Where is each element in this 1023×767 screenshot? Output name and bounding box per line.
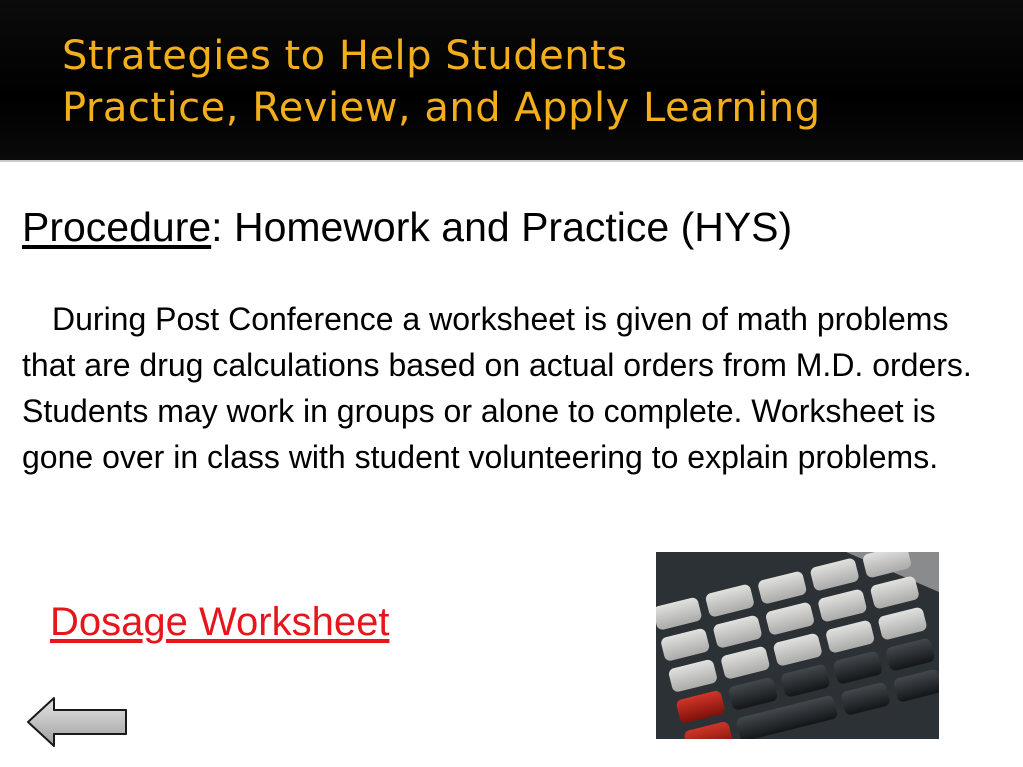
back-arrow-button[interactable] [26, 696, 130, 748]
procedure-description-text: During Post Conference a worksheet is given of math problems that are drug calculations based on actual orders from M.D. orders. Students may work in groups or alone to complete. Worksheet is gone over in class with student volunteering to explain problems. [22, 301, 972, 475]
left-arrow-icon [26, 696, 130, 748]
slide-title-line1: Strategies to Help Students [62, 33, 628, 79]
dosage-worksheet-link[interactable]: Dosage Worksheet [50, 600, 390, 644]
slide-title [62, 30, 1012, 134]
procedure-description [22, 296, 982, 480]
calculator-image [656, 552, 939, 739]
procedure-title: : Homework and Practice (HYS) [211, 204, 793, 250]
procedure-label: Procedure [22, 204, 212, 250]
title-bar [0, 0, 1023, 162]
procedure-heading [22, 204, 792, 251]
slide-title-line2: Practice, Review, and Apply Learning [62, 85, 821, 131]
